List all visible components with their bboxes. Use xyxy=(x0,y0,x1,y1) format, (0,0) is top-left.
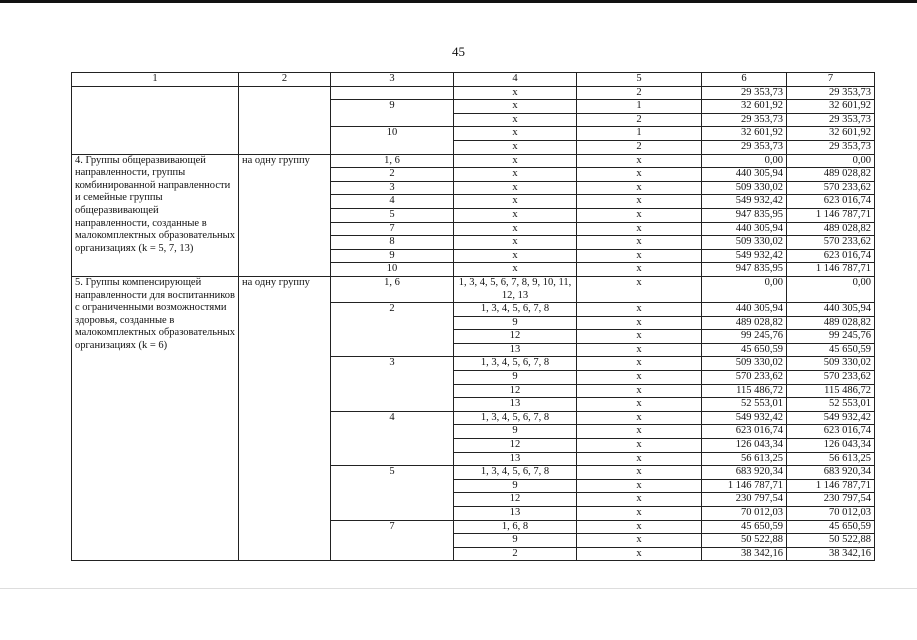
col6-value-cell: 29 353,73 xyxy=(702,86,787,100)
col7-value-cell: 115 486,72 xyxy=(787,384,875,398)
col6-value-cell: 32 601,92 xyxy=(702,127,787,141)
table-row xyxy=(72,154,875,168)
col6-value-cell: 126 043,34 xyxy=(702,439,787,453)
col4-cell: х xyxy=(454,236,577,250)
col7-value-cell: 623 016,74 xyxy=(787,425,875,439)
col3-cell: 4 xyxy=(331,411,454,465)
page-number: 45 xyxy=(452,44,465,59)
col4-cell: 9 xyxy=(454,371,577,385)
col5-cell: х xyxy=(577,222,702,236)
col7-value-cell: 1 146 787,71 xyxy=(787,208,875,222)
col4-cell: 13 xyxy=(454,452,577,466)
col5-cell: х xyxy=(577,384,702,398)
col3-cell: 2 xyxy=(331,303,454,357)
col7-value-cell: 45 650,59 xyxy=(787,520,875,534)
col5-cell: х xyxy=(577,425,702,439)
col4-cell: х xyxy=(454,263,577,277)
col7-value-cell: 0,00 xyxy=(787,276,875,302)
col6-value-cell: 509 330,02 xyxy=(702,181,787,195)
col6-value-cell: 32 601,92 xyxy=(702,100,787,114)
table-body xyxy=(72,73,875,561)
col4-cell: 9 xyxy=(454,425,577,439)
col6-value-cell: 115 486,72 xyxy=(702,384,787,398)
col6-value-cell: 38 342,16 xyxy=(702,547,787,561)
col7-value-cell: 29 353,73 xyxy=(787,140,875,154)
header-cell: 3 xyxy=(331,73,454,87)
col5-cell: х xyxy=(577,330,702,344)
col5-cell: х xyxy=(577,208,702,222)
col6-value-cell: 0,00 xyxy=(702,154,787,168)
col6-value-cell: 440 305,94 xyxy=(702,168,787,182)
col6-value-cell: 70 012,03 xyxy=(702,507,787,521)
col4-cell: х xyxy=(454,154,577,168)
col6-value-cell: 99 245,76 xyxy=(702,330,787,344)
col3-cell: 1, 6 xyxy=(331,276,454,302)
col3-cell: 9 xyxy=(331,100,454,127)
col5-cell: х xyxy=(577,466,702,480)
page-bottom-edge xyxy=(0,588,917,589)
col3-cell: 10 xyxy=(331,263,454,277)
header-cell: 4 xyxy=(454,73,577,87)
col3-cell: 3 xyxy=(331,357,454,411)
unit-cell: на одну группу xyxy=(239,276,331,560)
col7-value-cell: 29 353,73 xyxy=(787,86,875,100)
col5-cell: х xyxy=(577,371,702,385)
col4-cell: 12 xyxy=(454,493,577,507)
col5-cell: х xyxy=(577,236,702,250)
col6-value-cell: 440 305,94 xyxy=(702,303,787,317)
col5-cell: х xyxy=(577,263,702,277)
col7-value-cell: 29 353,73 xyxy=(787,113,875,127)
col4-cell: 13 xyxy=(454,343,577,357)
col5-cell: х xyxy=(577,452,702,466)
col6-value-cell: 509 330,02 xyxy=(702,357,787,371)
col4-cell: 1, 3, 4, 5, 6, 7, 8 xyxy=(454,466,577,480)
col4-cell: 12 xyxy=(454,384,577,398)
col3-cell: 9 xyxy=(331,249,454,263)
col4-cell: х xyxy=(454,113,577,127)
page-top-edge xyxy=(0,0,917,3)
col5-cell: х xyxy=(577,534,702,548)
col3-cell: 4 xyxy=(331,195,454,209)
col5-cell: 2 xyxy=(577,86,702,100)
col5-cell: х xyxy=(577,493,702,507)
header-cell: 5 xyxy=(577,73,702,87)
col4-cell: 1, 3, 4, 5, 6, 7, 8 xyxy=(454,303,577,317)
col6-value-cell: 549 932,42 xyxy=(702,411,787,425)
col4-cell: 13 xyxy=(454,507,577,521)
col3-cell: 5 xyxy=(331,466,454,520)
col6-value-cell: 45 650,59 xyxy=(702,343,787,357)
col7-value-cell: 126 043,34 xyxy=(787,439,875,453)
col6-value-cell: 623 016,74 xyxy=(702,425,787,439)
col4-cell: х xyxy=(454,140,577,154)
col7-value-cell: 1 146 787,71 xyxy=(787,479,875,493)
col7-value-cell: 56 613,25 xyxy=(787,452,875,466)
col6-value-cell: 509 330,02 xyxy=(702,236,787,250)
col4-cell: х xyxy=(454,127,577,141)
col4-cell: 12 xyxy=(454,330,577,344)
col4-cell: 2 xyxy=(454,547,577,561)
col4-cell: х xyxy=(454,195,577,209)
col7-value-cell: 683 920,34 xyxy=(787,466,875,480)
col4-cell: х xyxy=(454,249,577,263)
col7-value-cell: 50 522,88 xyxy=(787,534,875,548)
col5-cell: 1 xyxy=(577,100,702,114)
col3-cell: 7 xyxy=(331,520,454,561)
col4-cell: 1, 3, 4, 5, 6, 7, 8, 9, 10, 11, 12, 13 xyxy=(454,276,577,302)
col7-value-cell: 52 553,01 xyxy=(787,398,875,412)
col6-value-cell: 1 146 787,71 xyxy=(702,479,787,493)
col4-cell: 1, 6, 8 xyxy=(454,520,577,534)
col3-cell: 5 xyxy=(331,208,454,222)
col7-value-cell: 570 233,62 xyxy=(787,181,875,195)
col3-cell: 7 xyxy=(331,222,454,236)
col7-value-cell: 489 028,82 xyxy=(787,316,875,330)
col6-value-cell: 489 028,82 xyxy=(702,316,787,330)
col4-cell: 1, 3, 4, 5, 6, 7, 8 xyxy=(454,411,577,425)
col4-cell: х xyxy=(454,208,577,222)
col5-cell: х xyxy=(577,276,702,302)
col6-value-cell: 440 305,94 xyxy=(702,222,787,236)
header-row xyxy=(72,73,875,87)
col5-cell: х xyxy=(577,357,702,371)
table-row xyxy=(72,86,875,100)
col5-cell: х xyxy=(577,303,702,317)
col7-value-cell: 32 601,92 xyxy=(787,100,875,114)
col5-cell: х xyxy=(577,411,702,425)
col5-cell: х xyxy=(577,195,702,209)
col6-value-cell: 0,00 xyxy=(702,276,787,302)
col7-value-cell: 0,00 xyxy=(787,154,875,168)
col7-value-cell: 32 601,92 xyxy=(787,127,875,141)
col7-value-cell: 38 342,16 xyxy=(787,547,875,561)
col7-value-cell: 570 233,62 xyxy=(787,371,875,385)
col7-value-cell: 230 797,54 xyxy=(787,493,875,507)
col3-cell xyxy=(331,86,454,100)
header-cell: 7 xyxy=(787,73,875,87)
col7-value-cell: 489 028,82 xyxy=(787,222,875,236)
col5-cell: 2 xyxy=(577,113,702,127)
col4-cell: 13 xyxy=(454,398,577,412)
col6-value-cell: 683 920,34 xyxy=(702,466,787,480)
col7-value-cell: 99 245,76 xyxy=(787,330,875,344)
group-type-cell: 5. Группы компенсирующей направленности для воспитанников с ограниченными возможностями здоровья, созданные в малокомплектных образовательных организациях (k = 6) xyxy=(72,276,239,560)
col4-cell: х xyxy=(454,100,577,114)
group-type-cell: 4. Группы общеразвивающей направленности, группы комбинированной направленности и семейные группы общеразвивающей направленности, созданные в малокомплектных образовательных организациях (k = 5, 7, 13) xyxy=(72,154,239,276)
col7-value-cell: 623 016,74 xyxy=(787,195,875,209)
col7-value-cell: 1 146 787,71 xyxy=(787,263,875,277)
col4-cell: х xyxy=(454,181,577,195)
group-type-cell xyxy=(72,86,239,154)
col6-value-cell: 947 835,95 xyxy=(702,208,787,222)
col4-cell: 9 xyxy=(454,316,577,330)
col5-cell: х xyxy=(577,168,702,182)
col6-value-cell: 56 613,25 xyxy=(702,452,787,466)
col5-cell: х xyxy=(577,398,702,412)
col5-cell: х xyxy=(577,154,702,168)
header-cell: 6 xyxy=(702,73,787,87)
col4-cell: х xyxy=(454,168,577,182)
col7-value-cell: 570 233,62 xyxy=(787,236,875,250)
col4-cell: 9 xyxy=(454,479,577,493)
col7-value-cell: 623 016,74 xyxy=(787,249,875,263)
col6-value-cell: 947 835,95 xyxy=(702,263,787,277)
col6-value-cell: 29 353,73 xyxy=(702,113,787,127)
col5-cell: х xyxy=(577,479,702,493)
col3-cell: 10 xyxy=(331,127,454,154)
col4-cell: 9 xyxy=(454,534,577,548)
col6-value-cell: 45 650,59 xyxy=(702,520,787,534)
col7-value-cell: 70 012,03 xyxy=(787,507,875,521)
col3-cell: 8 xyxy=(331,236,454,250)
unit-cell xyxy=(239,86,331,154)
col7-value-cell: 440 305,94 xyxy=(787,303,875,317)
col6-value-cell: 570 233,62 xyxy=(702,371,787,385)
col3-cell: 2 xyxy=(331,168,454,182)
tariff-table xyxy=(71,72,875,561)
col6-value-cell: 230 797,54 xyxy=(702,493,787,507)
col5-cell: х xyxy=(577,547,702,561)
col5-cell: 1 xyxy=(577,127,702,141)
col5-cell: 2 xyxy=(577,140,702,154)
col3-cell: 3 xyxy=(331,181,454,195)
col5-cell: х xyxy=(577,439,702,453)
col5-cell: х xyxy=(577,181,702,195)
col5-cell: х xyxy=(577,316,702,330)
col6-value-cell: 549 932,42 xyxy=(702,195,787,209)
header-cell: 1 xyxy=(72,73,239,87)
table-row xyxy=(72,276,875,302)
col6-value-cell: 52 553,01 xyxy=(702,398,787,412)
col4-cell: х xyxy=(454,222,577,236)
col5-cell: х xyxy=(577,507,702,521)
col4-cell: 1, 3, 4, 5, 6, 7, 8 xyxy=(454,357,577,371)
col5-cell: х xyxy=(577,249,702,263)
col7-value-cell: 45 650,59 xyxy=(787,343,875,357)
unit-cell: на одну группу xyxy=(239,154,331,276)
col4-cell: х xyxy=(454,86,577,100)
col6-value-cell: 549 932,42 xyxy=(702,249,787,263)
col4-cell: 12 xyxy=(454,439,577,453)
header-cell: 2 xyxy=(239,73,331,87)
col5-cell: х xyxy=(577,520,702,534)
col6-value-cell: 29 353,73 xyxy=(702,140,787,154)
col5-cell: х xyxy=(577,343,702,357)
col7-value-cell: 489 028,82 xyxy=(787,168,875,182)
col3-cell: 1, 6 xyxy=(331,154,454,168)
col7-value-cell: 509 330,02 xyxy=(787,357,875,371)
col7-value-cell: 549 932,42 xyxy=(787,411,875,425)
col6-value-cell: 50 522,88 xyxy=(702,534,787,548)
